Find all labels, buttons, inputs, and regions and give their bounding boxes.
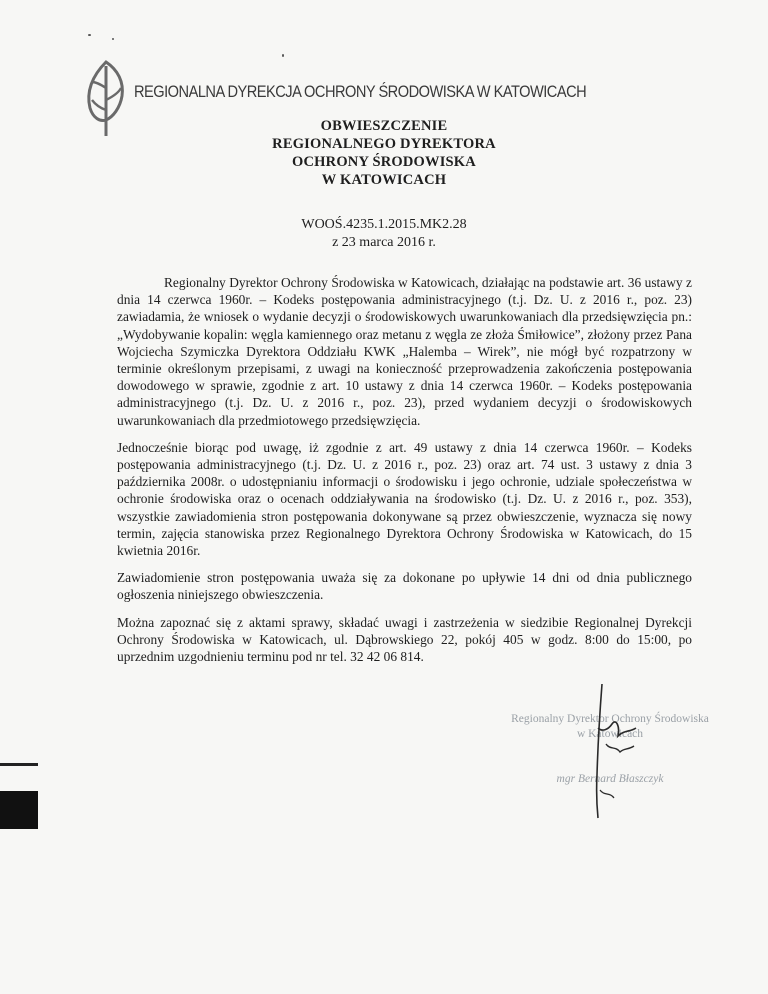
title-line: REGIONALNEGO DYREKTORA	[272, 136, 496, 152]
paragraph: Jednocześnie biorąc pod uwagę, iż zgodnie z art. 49 ustawy z dnia 14 czerwca 1960r. – Kodeks postępowania administracyjnego (t.j. Dz. U. z 2016 r., poz. 23) oraz art. 74 ust. 3 ustawy z dnia 3 października 2008r. o udostępnianiu informacji o środowisku i jego ochronie, udziale społeczeństwa w ochronie środowiska oraz o ocenach oddziaływania na środowisko (t.j. Dz. U. z 2016 r., poz. 353), wszystkie zawiadomienia stron postępowania dokonywane są przez obwieszczenie, wyznacza się nowy termin, zajęcia stanowiska przez Regionalnego Dyrektora Ochrony Środowiska w Katowicach, do 15 kwietnia 2016r.	[117, 439, 692, 559]
paragraph: Można zapoznać się z aktami sprawy, składać uwagi i zastrzeżenia w siedzibie Regionalnej Dyrekcji Ochrony Środowiska w Katowicach, ul. Dąbrowskiego 22, pokój 405 w godz. 8:00 do 15:00, po uprzednim uzgodnieniu terminu pod nr tel. 32 42 06 814.	[117, 614, 692, 665]
title-line: OCHRONY ŚRODOWISKA	[292, 154, 476, 170]
agency-name: REGIONALNA DYREKCJA OCHRONY ŚRODOWISKA W KATOWICACH	[134, 82, 587, 101]
paragraph: Zawiadomienie stron postępowania uważa się za dokonane po upływie 14 dni od dnia publicznego ogłoszenia niniejszego obwieszczenia.	[117, 570, 692, 603]
notice-date: z 23 marca 2016 r.	[332, 235, 436, 250]
scan-speck	[282, 54, 284, 57]
scan-edge-mark	[0, 763, 38, 766]
paragraph: Regionalny Dyrektor Ochrony Środowiska w Katowicach, działając na podstawie art. 36 ustawy z dnia 14 czerwca 1960r. – Kodeks postępowania administracyjnego (t.j. Dz. U. z 2016 r., poz. 23) zawiadamia, że wniosek o wydanie decyzji o środowiskowych uwarunkowaniach dla przedsięwzięcia pn.: „Wydobywanie kopalin: węgla kamiennego oraz metanu z węgla ze złoża Śmiłowice”, złożony przez Pana Wojciecha Szymiczka Dyrektora Oddziału KWK „Halemba – Wirek”, nie mógł być rozpatrzony w terminie określonym przepisami, z uwagi na konieczność przeprowadzenia zakończenia postępowania dowodowego w sprawie, zgodnie z art. 10 ustawy z dnia 14 czerwca 1960r. – Kodeks postępowania administracyjnego (t.j. Dz. U. z 2016 r., poz. 23), przed wydaniem decyzji o środowiskowych uwarunkowaniach dla przedmiotowego przedsięwzięcia.	[117, 275, 692, 428]
stamp-line: Regionalny Dyrektor Ochrony Środowiska	[511, 713, 709, 725]
handwritten-signature	[580, 680, 660, 820]
case-number: WOOŚ.4235.1.2015.MK2.28	[301, 217, 467, 232]
title-line: W KATOWICACH	[321, 172, 447, 188]
stamp-signatory: mgr Bernard Błaszczyk	[556, 773, 664, 785]
notice-title	[0, 117, 768, 189]
scan-speck	[88, 34, 91, 36]
scan-edge-mark	[0, 791, 38, 829]
reference-block	[0, 216, 768, 252]
title-line: OBWIESZCZENIE	[320, 118, 448, 134]
stamp-line: w Katowicach	[576, 728, 644, 740]
scan-speck	[112, 38, 114, 40]
notice-body	[117, 274, 692, 675]
